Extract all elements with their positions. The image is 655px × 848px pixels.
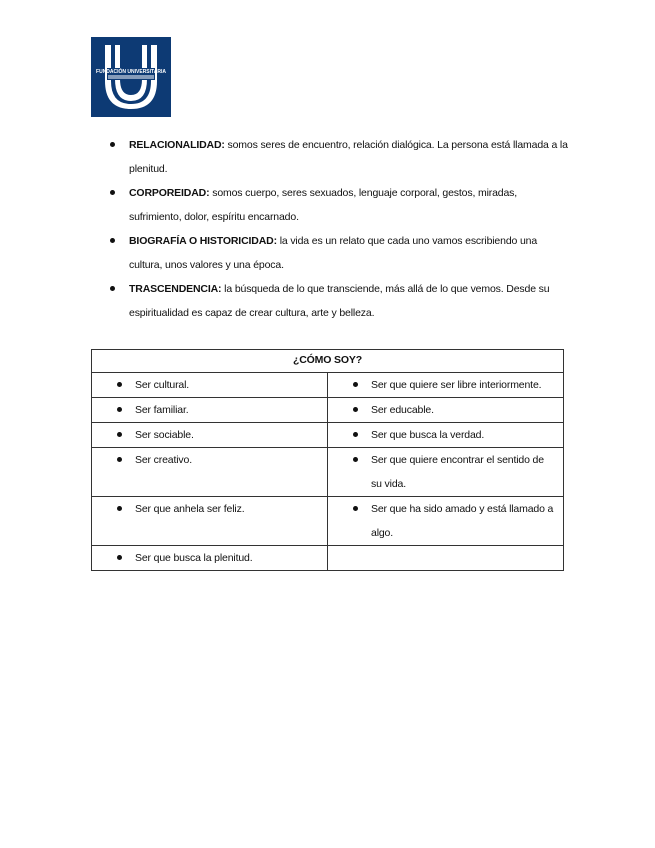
principle-item [108,277,568,325]
principle-label: CORPOREIDAD: [129,187,210,199]
table-cell [92,398,328,423]
principle-label: BIOGRAFÍA O HISTORICIDAD: [129,235,277,247]
principle-text: la vida es un relato que cada uno vamos escribiendo una cultura, unos valores y una época. [129,235,538,271]
table-cell [92,423,328,448]
principle-text: somos seres de encuentro, relación dialógica. La persona está llamada a la plenitud. [129,139,568,175]
principle-item [108,133,568,181]
table-row [92,497,564,546]
table-cell-text: Ser educable. [328,398,563,422]
principle-text: somos cuerpo, seres sexuados, lenguaje corporal, gestos, miradas, sufrimiento, dolor, espíritu encarnado. [129,187,518,223]
table-cell-text: Ser que quiere ser libre interiormente. [328,373,563,397]
principle-item [108,181,568,229]
table-row [92,448,564,497]
table-cell-text: Ser sociable. [92,423,327,447]
table-cell-text: Ser cultural. [92,373,327,397]
table-cell [328,546,564,571]
university-logo-icon [91,37,171,117]
table-cell-text: Ser que quiere encontrar el sentido de su vida. [328,448,563,496]
table-cell-text: Ser que ha sido amado y está llamado a algo. [328,497,563,545]
table-cell-text: Ser que busca la plenitud. [92,546,327,570]
table-cell-text: Ser creativo. [92,448,327,472]
principle-label: RELACIONALIDAD: [129,139,225,151]
table-cell [328,373,564,398]
principles-list [108,133,568,325]
table-row [92,423,564,448]
principle-label: TRASCENDENCIA: [129,283,222,295]
university-logo [91,37,171,117]
table-cell [92,448,328,497]
table-cell-text: Ser que anhela ser feliz. [92,497,327,521]
table-row [92,373,564,398]
table-title: ¿CÓMO SOY? [92,350,564,373]
table-cell [328,423,564,448]
table-row [92,398,564,423]
svg-text:FUNDACIÓN UNIVERSITARIA: FUNDACIÓN UNIVERSITARIA [96,69,166,75]
table-cell-text: Ser que busca la verdad. [328,423,563,447]
como-soy-table [91,349,564,571]
table-row [92,546,564,571]
principle-item [108,229,568,277]
table-cell-text: Ser familiar. [92,398,327,422]
table-cell [92,497,328,546]
table-cell [328,398,564,423]
table-cell [92,373,328,398]
table-cell [92,546,328,571]
principle-text: la búsqueda de lo que transciende, más allá de lo que vemos. Desde su espiritualidad es capaz de crear cultura, arte y belleza. [129,283,550,319]
table-cell [328,448,564,497]
table-header-row [92,350,564,373]
table-cell [328,497,564,546]
